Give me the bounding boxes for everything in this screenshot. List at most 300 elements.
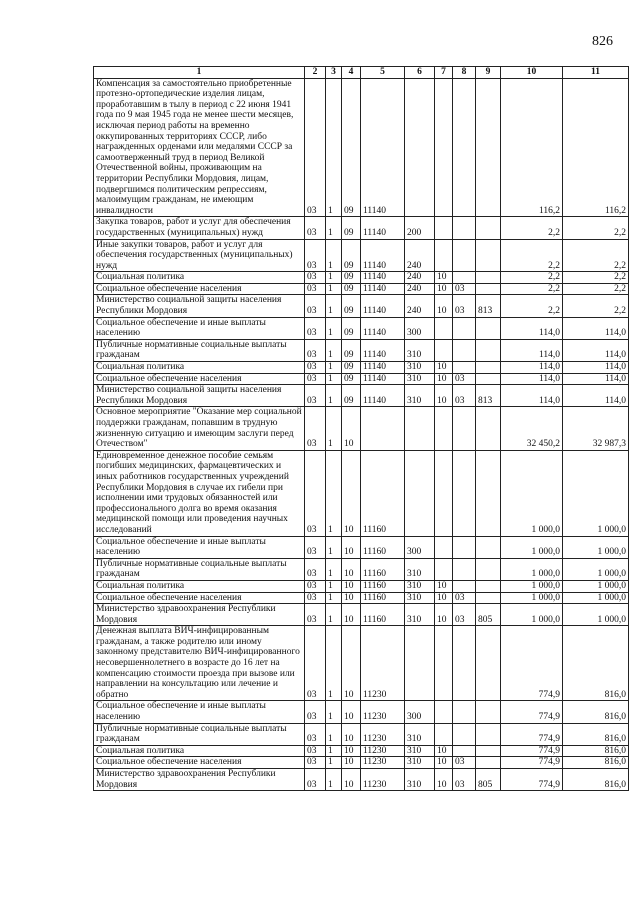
code-direction <box>361 407 405 450</box>
amount-year-1: 774,9 <box>501 626 563 701</box>
amount-year-1: 2,2 <box>501 239 563 272</box>
amount-year-1: 774,9 <box>501 701 563 723</box>
amount-year-2: 816,0 <box>563 757 629 769</box>
code-expense-type: 310 <box>405 580 435 592</box>
code-event: 09 <box>342 217 361 239</box>
code-expense-type: 310 <box>405 558 435 580</box>
amount-year-1: 1 000,0 <box>501 604 563 626</box>
code-section <box>435 701 453 723</box>
code-program: 03 <box>305 407 326 450</box>
code-direction: 11160 <box>361 450 405 536</box>
code-program: 03 <box>305 701 326 723</box>
code-subprogram: 1 <box>326 339 342 361</box>
code-ministry: 805 <box>476 604 501 626</box>
amount-year-2: 114,0 <box>563 339 629 361</box>
code-expense-type <box>405 407 435 450</box>
code-event: 10 <box>342 558 361 580</box>
code-direction: 11140 <box>361 283 405 295</box>
code-ministry <box>476 373 501 385</box>
table-row <box>94 78 629 217</box>
code-ministry: 805 <box>476 769 501 791</box>
code-section: 10 <box>435 745 453 757</box>
amount-year-2: 114,0 <box>563 317 629 339</box>
code-section: 10 <box>435 592 453 604</box>
table-row <box>94 317 629 339</box>
code-section <box>435 339 453 361</box>
code-event: 09 <box>342 272 361 284</box>
row-name: Публичные нормативные социальные выплаты гражданам <box>94 723 305 745</box>
code-event: 09 <box>342 339 361 361</box>
code-section <box>435 78 453 217</box>
code-subprogram: 1 <box>326 295 342 317</box>
code-section: 10 <box>435 604 453 626</box>
code-subsection <box>453 317 476 339</box>
code-subprogram: 1 <box>326 723 342 745</box>
code-expense-type: 310 <box>405 745 435 757</box>
code-section: 10 <box>435 283 453 295</box>
code-subsection <box>453 78 476 217</box>
code-program: 03 <box>305 536 326 558</box>
code-direction: 11230 <box>361 769 405 791</box>
code-section <box>435 407 453 450</box>
code-direction: 11160 <box>361 592 405 604</box>
code-subprogram: 1 <box>326 626 342 701</box>
amount-year-2: 2,2 <box>563 272 629 284</box>
code-subsection <box>453 362 476 374</box>
code-subprogram: 1 <box>326 536 342 558</box>
row-name: Компенсация за самостоятельно приобретенные протезно-ортопедические изделия лицам, проработавшим в тылу в период с 22 июня 1941 года по 9 мая 1945 года не менее шести месяцев, исключая период работы на временно оккупированных территориях СССР, либо награжденных орденами или медалями СССР за самоотверженный труд в период Великой Отечественной войны, проживающим на территории Республики Мордовия, лицам, подвергшимся политическим репрессиям, малоимущим гражданам, не имеющим инвалидности <box>94 78 305 217</box>
amount-year-2: 2,2 <box>563 217 629 239</box>
code-subsection <box>453 701 476 723</box>
amount-year-2: 114,0 <box>563 362 629 374</box>
amount-year-2: 1 000,0 <box>563 580 629 592</box>
code-event: 09 <box>342 295 361 317</box>
code-expense-type: 240 <box>405 283 435 295</box>
code-program: 03 <box>305 78 326 217</box>
code-subsection: 03 <box>453 757 476 769</box>
code-direction: 11140 <box>361 272 405 284</box>
table-row <box>94 723 629 745</box>
code-subsection <box>453 407 476 450</box>
code-subsection: 03 <box>453 283 476 295</box>
code-direction: 11140 <box>361 373 405 385</box>
code-event: 10 <box>342 604 361 626</box>
code-direction: 11230 <box>361 745 405 757</box>
code-subsection: 03 <box>453 604 476 626</box>
code-subprogram: 1 <box>326 272 342 284</box>
code-subsection: 03 <box>453 373 476 385</box>
amount-year-1: 2,2 <box>501 283 563 295</box>
code-expense-type: 310 <box>405 769 435 791</box>
column-header: 7 <box>435 67 453 79</box>
column-header: 10 <box>501 67 563 79</box>
amount-year-2: 116,2 <box>563 78 629 217</box>
code-subprogram: 1 <box>326 373 342 385</box>
code-direction: 11140 <box>361 339 405 361</box>
column-header: 4 <box>342 67 361 79</box>
code-program: 03 <box>305 745 326 757</box>
code-direction: 11140 <box>361 385 405 407</box>
table-row <box>94 272 629 284</box>
code-ministry <box>476 362 501 374</box>
code-subprogram: 1 <box>326 604 342 626</box>
code-section: 10 <box>435 373 453 385</box>
code-ministry <box>476 580 501 592</box>
table-row <box>94 580 629 592</box>
row-name: Иные закупки товаров, работ и услуг для обеспечения государственных (муниципальных) нужд <box>94 239 305 272</box>
code-expense-type: 240 <box>405 295 435 317</box>
row-name: Министерство здравоохранения Республики Мордовия <box>94 604 305 626</box>
code-expense-type: 310 <box>405 723 435 745</box>
code-ministry <box>476 723 501 745</box>
code-direction: 11230 <box>361 626 405 701</box>
code-expense-type <box>405 78 435 217</box>
code-program: 03 <box>305 604 326 626</box>
code-section: 10 <box>435 580 453 592</box>
code-event: 10 <box>342 626 361 701</box>
code-subprogram: 1 <box>326 580 342 592</box>
column-header: 2 <box>305 67 326 79</box>
code-event: 10 <box>342 592 361 604</box>
amount-year-2: 1 000,0 <box>563 450 629 536</box>
column-header: 6 <box>405 67 435 79</box>
code-direction: 11230 <box>361 723 405 745</box>
row-name: Социальное обеспечение населения <box>94 283 305 295</box>
code-program: 03 <box>305 362 326 374</box>
table-body <box>94 78 629 791</box>
code-program: 03 <box>305 217 326 239</box>
amount-year-2: 1 000,0 <box>563 536 629 558</box>
code-subsection <box>453 558 476 580</box>
amount-year-1: 774,9 <box>501 745 563 757</box>
code-expense-type: 310 <box>405 362 435 374</box>
code-direction: 11140 <box>361 317 405 339</box>
code-ministry <box>476 450 501 536</box>
code-subprogram: 1 <box>326 283 342 295</box>
code-event: 10 <box>342 536 361 558</box>
amount-year-1: 774,9 <box>501 769 563 791</box>
code-subprogram: 1 <box>326 407 342 450</box>
code-subsection <box>453 272 476 284</box>
code-subprogram: 1 <box>326 701 342 723</box>
table-row <box>94 701 629 723</box>
code-program: 03 <box>305 723 326 745</box>
code-direction: 11140 <box>361 78 405 217</box>
code-subsection: 03 <box>453 295 476 317</box>
code-program: 03 <box>305 272 326 284</box>
budget-table <box>93 66 629 791</box>
code-subsection <box>453 339 476 361</box>
code-ministry: 813 <box>476 385 501 407</box>
header-row <box>94 67 629 79</box>
code-direction: 11230 <box>361 757 405 769</box>
code-subprogram: 1 <box>326 757 342 769</box>
row-name: Социальная политика <box>94 745 305 757</box>
column-header: 1 <box>94 67 305 79</box>
amount-year-1: 1 000,0 <box>501 536 563 558</box>
code-event: 09 <box>342 239 361 272</box>
row-name: Министерство здравоохранения Республики Мордовия <box>94 769 305 791</box>
column-header: 8 <box>453 67 476 79</box>
code-section <box>435 239 453 272</box>
code-direction: 11160 <box>361 536 405 558</box>
amount-year-2: 32 987,3 <box>563 407 629 450</box>
table-row <box>94 592 629 604</box>
code-event: 10 <box>342 745 361 757</box>
row-name: Основное мероприятие "Оказание мер социальной поддержки гражданам, попавшим в трудную жизненную ситуацию и имеющим заслуги перед Отечеством" <box>94 407 305 450</box>
amount-year-1: 114,0 <box>501 373 563 385</box>
row-name: Публичные нормативные социальные выплаты гражданам <box>94 558 305 580</box>
code-section <box>435 317 453 339</box>
code-event: 10 <box>342 450 361 536</box>
amount-year-2: 816,0 <box>563 701 629 723</box>
row-name: Социальное обеспечение и иные выплаты населению <box>94 536 305 558</box>
row-name: Социальное обеспечение и иные выплаты населению <box>94 701 305 723</box>
amount-year-2: 2,2 <box>563 283 629 295</box>
code-direction: 11140 <box>361 217 405 239</box>
code-subsection: 03 <box>453 769 476 791</box>
code-ministry <box>476 217 501 239</box>
amount-year-1: 32 450,2 <box>501 407 563 450</box>
code-subprogram: 1 <box>326 78 342 217</box>
code-subprogram: 1 <box>326 450 342 536</box>
row-name: Министерство социальной защиты населения Республики Мордовия <box>94 385 305 407</box>
amount-year-2: 114,0 <box>563 385 629 407</box>
amount-year-1: 1 000,0 <box>501 580 563 592</box>
code-ministry <box>476 757 501 769</box>
code-program: 03 <box>305 626 326 701</box>
table-row <box>94 373 629 385</box>
code-expense-type: 300 <box>405 317 435 339</box>
code-subsection: 03 <box>453 385 476 407</box>
amount-year-2: 2,2 <box>563 295 629 317</box>
code-section <box>435 217 453 239</box>
code-subsection <box>453 580 476 592</box>
code-subsection <box>453 626 476 701</box>
code-ministry <box>476 745 501 757</box>
amount-year-2: 114,0 <box>563 373 629 385</box>
code-expense-type: 310 <box>405 385 435 407</box>
amount-year-2: 1 000,0 <box>563 592 629 604</box>
code-section: 10 <box>435 769 453 791</box>
code-expense-type: 300 <box>405 701 435 723</box>
code-subsection <box>453 745 476 757</box>
amount-year-1: 2,2 <box>501 295 563 317</box>
code-program: 03 <box>305 283 326 295</box>
code-subsection <box>453 217 476 239</box>
code-ministry <box>476 339 501 361</box>
code-expense-type: 310 <box>405 604 435 626</box>
code-program: 03 <box>305 450 326 536</box>
table-row <box>94 295 629 317</box>
row-name: Социальное обеспечение населения <box>94 592 305 604</box>
code-event: 09 <box>342 373 361 385</box>
code-program: 03 <box>305 339 326 361</box>
amount-year-2: 1 000,0 <box>563 558 629 580</box>
amount-year-2: 816,0 <box>563 769 629 791</box>
code-direction: 11230 <box>361 701 405 723</box>
code-section: 10 <box>435 757 453 769</box>
code-subprogram: 1 <box>326 362 342 374</box>
table-row <box>94 769 629 791</box>
code-subprogram: 1 <box>326 745 342 757</box>
code-program: 03 <box>305 757 326 769</box>
table-row <box>94 407 629 450</box>
code-event: 10 <box>342 723 361 745</box>
code-expense-type: 300 <box>405 536 435 558</box>
code-program: 03 <box>305 317 326 339</box>
code-program: 03 <box>305 239 326 272</box>
row-name: Социальное обеспечение населения <box>94 757 305 769</box>
code-expense-type <box>405 450 435 536</box>
code-expense-type: 310 <box>405 339 435 361</box>
code-ministry <box>476 283 501 295</box>
amount-year-2: 816,0 <box>563 723 629 745</box>
code-event: 10 <box>342 757 361 769</box>
code-section: 10 <box>435 362 453 374</box>
code-section <box>435 536 453 558</box>
code-expense-type: 310 <box>405 592 435 604</box>
code-ministry <box>476 272 501 284</box>
amount-year-2: 1 000,0 <box>563 604 629 626</box>
code-section <box>435 558 453 580</box>
table-row <box>94 339 629 361</box>
table-row <box>94 745 629 757</box>
row-name: Социальное обеспечение населения <box>94 373 305 385</box>
amount-year-1: 114,0 <box>501 362 563 374</box>
code-direction: 11140 <box>361 362 405 374</box>
code-section: 10 <box>435 295 453 317</box>
page-number: 826 <box>592 34 613 49</box>
row-name: Публичные нормативные социальные выплаты гражданам <box>94 339 305 361</box>
code-ministry <box>476 317 501 339</box>
row-name: Денежная выплата ВИЧ-инфицированным гражданам, а также родителю или иному законному представителю ВИЧ-инфицированного несовершеннолетнего в возрасте до 16 лет на компенсацию стоимости проезда при вызове или направлении на консультацию или лечение и обратно <box>94 626 305 701</box>
table-row <box>94 385 629 407</box>
code-section: 10 <box>435 272 453 284</box>
code-program: 03 <box>305 769 326 791</box>
row-name: Социальная политика <box>94 272 305 284</box>
row-name: Социальная политика <box>94 362 305 374</box>
amount-year-1: 2,2 <box>501 217 563 239</box>
code-expense-type: 310 <box>405 373 435 385</box>
code-ministry <box>476 239 501 272</box>
code-expense-type: 310 <box>405 757 435 769</box>
amount-year-1: 774,9 <box>501 757 563 769</box>
code-event: 09 <box>342 317 361 339</box>
table-row <box>94 217 629 239</box>
code-subprogram: 1 <box>326 558 342 580</box>
code-ministry <box>476 626 501 701</box>
code-program: 03 <box>305 295 326 317</box>
code-subsection <box>453 536 476 558</box>
code-expense-type: 200 <box>405 217 435 239</box>
code-ministry <box>476 558 501 580</box>
code-section <box>435 450 453 536</box>
table-row <box>94 757 629 769</box>
code-direction: 11140 <box>361 295 405 317</box>
column-header: 3 <box>326 67 342 79</box>
table-row <box>94 604 629 626</box>
amount-year-2: 2,2 <box>563 239 629 272</box>
amount-year-2: 816,0 <box>563 626 629 701</box>
code-subprogram: 1 <box>326 592 342 604</box>
code-section: 10 <box>435 385 453 407</box>
code-expense-type <box>405 626 435 701</box>
code-ministry <box>476 701 501 723</box>
code-direction: 11140 <box>361 239 405 272</box>
code-program: 03 <box>305 580 326 592</box>
code-ministry <box>476 407 501 450</box>
code-expense-type: 240 <box>405 239 435 272</box>
code-event: 09 <box>342 283 361 295</box>
amount-year-1: 114,0 <box>501 317 563 339</box>
code-subsection <box>453 239 476 272</box>
row-name: Единовременное денежное пособие семьям погибших медицинских, фармацевтических и иных работников государственных учреждений Республики Мордовия в случае их гибели при исполнении ими трудовых обязанностей или профессионального долга во время оказания медицинской помощи или проведения научных исследований <box>94 450 305 536</box>
code-subsection: 03 <box>453 592 476 604</box>
code-direction: 11160 <box>361 604 405 626</box>
code-subsection <box>453 723 476 745</box>
amount-year-1: 114,0 <box>501 339 563 361</box>
code-ministry <box>476 536 501 558</box>
code-event: 10 <box>342 701 361 723</box>
code-program: 03 <box>305 558 326 580</box>
code-subprogram: 1 <box>326 385 342 407</box>
code-subprogram: 1 <box>326 769 342 791</box>
code-direction: 11160 <box>361 558 405 580</box>
table-row <box>94 558 629 580</box>
table-row <box>94 283 629 295</box>
amount-year-1: 2,2 <box>501 272 563 284</box>
code-ministry <box>476 592 501 604</box>
table-row <box>94 536 629 558</box>
code-program: 03 <box>305 385 326 407</box>
code-ministry <box>476 78 501 217</box>
code-program: 03 <box>305 373 326 385</box>
column-header: 9 <box>476 67 501 79</box>
code-ministry: 813 <box>476 295 501 317</box>
amount-year-1: 1 000,0 <box>501 558 563 580</box>
amount-year-1: 114,0 <box>501 385 563 407</box>
code-event: 10 <box>342 580 361 592</box>
amount-year-1: 116,2 <box>501 78 563 217</box>
code-event: 10 <box>342 407 361 450</box>
column-header: 11 <box>563 67 629 79</box>
code-subprogram: 1 <box>326 239 342 272</box>
column-header: 5 <box>361 67 405 79</box>
code-subsection <box>453 450 476 536</box>
code-section <box>435 626 453 701</box>
amount-year-1: 1 000,0 <box>501 592 563 604</box>
amount-year-1: 1 000,0 <box>501 450 563 536</box>
row-name: Закупка товаров, работ и услуг для обеспечения государственных (муниципальных) нужд <box>94 217 305 239</box>
code-program: 03 <box>305 592 326 604</box>
table-row <box>94 450 629 536</box>
code-event: 09 <box>342 385 361 407</box>
code-direction: 11160 <box>361 580 405 592</box>
code-subprogram: 1 <box>326 217 342 239</box>
table-row <box>94 239 629 272</box>
code-expense-type: 240 <box>405 272 435 284</box>
amount-year-2: 816,0 <box>563 745 629 757</box>
code-subprogram: 1 <box>326 317 342 339</box>
table-row <box>94 626 629 701</box>
code-section <box>435 723 453 745</box>
table-row <box>94 362 629 374</box>
row-name: Социальное обеспечение и иные выплаты населению <box>94 317 305 339</box>
amount-year-1: 774,9 <box>501 723 563 745</box>
code-event: 10 <box>342 769 361 791</box>
row-name: Социальная политика <box>94 580 305 592</box>
